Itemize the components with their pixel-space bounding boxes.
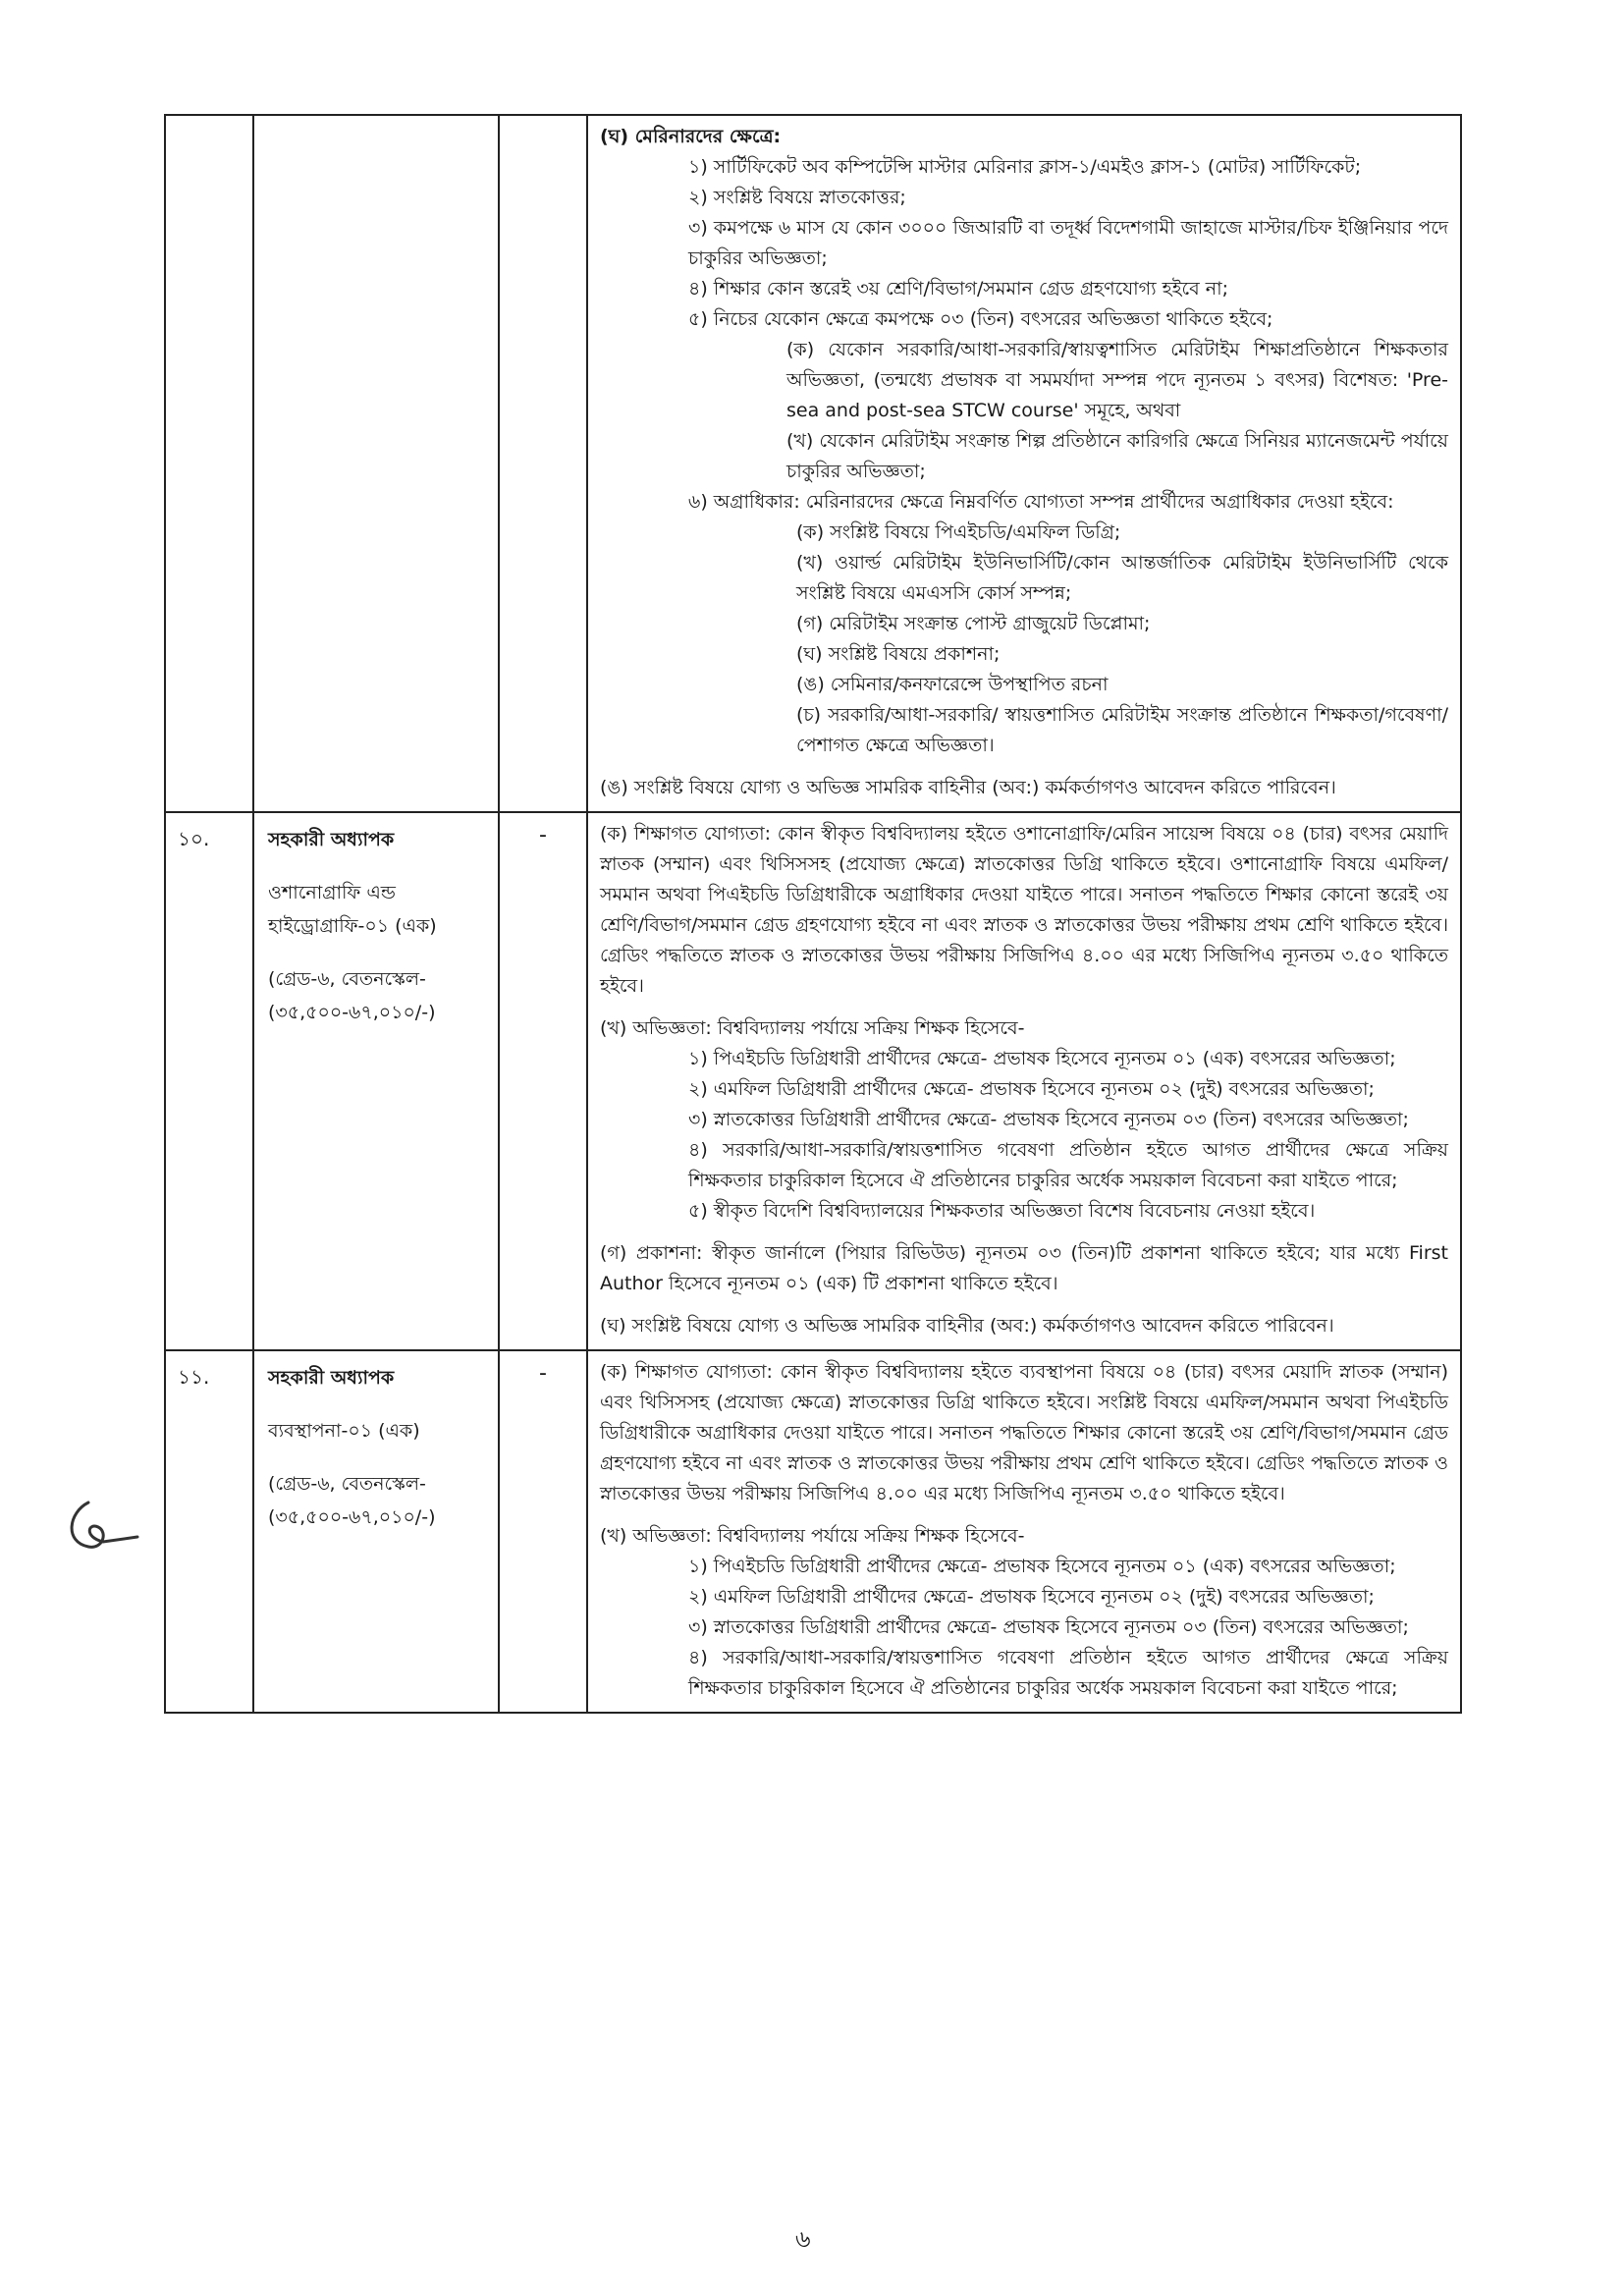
requirement-text: ৫) নিচের যেকোন ক্ষেত্রে কমপক্ষে ০৩ (তিন) বৎসরের অভিজ্ঞতা থাকিতে হইবে; <box>688 308 1273 330</box>
post-cell <box>253 115 499 812</box>
requirements-cell <box>587 812 1461 1350</box>
requirement-text: ৬) অগ্রাধিকার: মেরিনারদের ক্ষেত্রে নিম্নবর্ণিত যোগ্যতা সম্পন্ন প্রার্থীদের অগ্রাধিকার দেওয়া হইবে: <box>688 491 1394 513</box>
serial-cell <box>165 115 253 812</box>
requirement-text: (খ) অভিজ্ঞতা: বিশ্ববিদ্যালয় পর্যায়ে সক্রিয় শিক্ষক হিসেবে- <box>600 1017 1025 1039</box>
post-detail: ব্যবস্থাপনা-০১ (এক) <box>268 1420 420 1442</box>
requirement-text: ২) সংশ্লিষ্ট বিষয়ে স্নাতকোত্তর; <box>688 187 906 208</box>
requirement-text: ৩) কমপক্ষে ৬ মাস যে কোন ৩০০০ জিআরটি বা তদূর্ধ্ব বিদেশগামী জাহাজে মাস্টার/চিফ ইঞ্জিনিয়ার পদে চাকুরির অভিজ্ঞতা; <box>688 217 1448 269</box>
table-row <box>165 1350 1461 1713</box>
serial-cell <box>165 1350 253 1713</box>
requirement-text: ৩) স্নাতকোত্তর ডিগ্রিধারী প্রার্থীদের ক্ষেত্রে- প্রভাষক হিসেবে ন্যূনতম ০৩ (তিন) বৎসরের অভিজ্ঞতা; <box>688 1616 1409 1638</box>
post-title: সহকারী অধ্যাপক <box>268 1367 395 1389</box>
requirement-text: (ক) যেকোন সরকারি/আধা-সরকারি/স্বায়ত্বশাসিত মেরিটাইম শিক্ষাপ্রতিষ্ঠানে শিক্ষকতার অভিজ্ঞতা, (তন্মধ্যে প্রভাষক বা সমমর্যাদা সম্পন্ন পদে ন্যূনতম ১ বৎসর) বিশেষত: 'Pre-sea and post-sea STCW course' সমূহে, অথবা <box>786 339 1448 421</box>
table-row <box>165 812 1461 1350</box>
post-title: সহকারী অধ্যাপক <box>268 829 395 850</box>
quota-value: - <box>539 1361 547 1386</box>
serial-number: ১০. <box>178 827 210 850</box>
spacer <box>600 761 1448 773</box>
serial-cell <box>165 812 253 1350</box>
handwritten-initial <box>59 1493 147 1561</box>
quota-cell <box>499 115 587 812</box>
requirement-text: ২) এমফিল ডিগ্রিধারী প্রার্থীদের ক্ষেত্রে- প্রভাষক হিসেবে ন্যূনতম ০২ (দুই) বৎসরের অভিজ্ঞতা; <box>688 1078 1375 1100</box>
post-cell <box>253 812 499 1350</box>
serial-number <box>166 116 252 128</box>
requirement-text: ১) পিএইচডি ডিগ্রিধারী প্রার্থীদের ক্ষেত্রে- প্রভাষক হিসেবে ন্যূনতম ০১ (এক) বৎসরের অভিজ্ঞতা; <box>688 1048 1396 1069</box>
requirement-text: (খ) ওয়ার্ল্ড মেরিটাইম ইউনিভার্সিটি/কোন আন্তর্জাতিক মেরিটাইম ইউনিভার্সিটি থেকে সংশ্লিষ্ট বিষয়ে এমএসসি কোর্স সম্পন্ন; <box>796 552 1448 604</box>
quota-value: - <box>539 823 547 847</box>
post-cell <box>253 1350 499 1713</box>
page-number: ৬ <box>795 2225 811 2253</box>
quota-value <box>500 116 586 126</box>
post-detail: ওশানোগ্রাফি এন্ড হাইড্রোগ্রাফি-০১ (এক) <box>268 882 437 937</box>
requirement-text: (খ) অভিজ্ঞতা: বিশ্ববিদ্যালয় পর্যায়ে সক্রিয় শিক্ষক হিসেবে- <box>600 1525 1025 1547</box>
requirement-text: (ঘ) মেরিনারদের ক্ষেত্রে: <box>600 126 782 147</box>
spacer <box>600 1227 1448 1238</box>
requirement-text: ৩) স্নাতকোত্তর ডিগ্রিধারী প্রার্থীদের ক্ষেত্রে- প্রভাষক হিসেবে ন্যূনতম ০৩ (তিন) বৎসরের অভিজ্ঞতা; <box>688 1109 1409 1130</box>
requirement-text: (ক) শিক্ষাগত যোগ্যতা: কোন স্বীকৃত বিশ্ববিদ্যালয় হইতে ব্যবস্থাপনা বিষয়ে ০৪ (চার) বৎসর মেয়াদি স্নাতক (সম্মান) এবং থিসিসসহ (প্রযোজ্য ক্ষেত্রে) স্নাতকোত্তর ডিগ্রি থাকিতে হইবে। সংশ্লিষ্ট বিষয়ে এমফিল/সমমান অথবা পিএইচডি ডিগ্রিধারীকে অগ্রাধিকার দেওয়া যাইতে পারে। সনাতন পদ্ধতিতে শিক্ষার কোনো স্তরেই ৩য় শ্রেণি/বিভাগ/সমমান গ্রেড গ্রহণযোগ্য হইবে না এবং স্নাতক ও স্নাতকোত্তর উভয় পরীক্ষায় প্রথম শ্রেণি থাকিতে হইবে। গ্রেডিং পদ্ধতিতে স্নাতক ও স্নাতকোত্তর উভয় পরীক্ষায় সিজিপিএ ৪.০০ এর মধ্যে সিজিপিএ ন্যূনতম ৩.৫০ থাকিতে হইবে। <box>600 1361 1448 1504</box>
requirement-text: (ঙ) সংশ্লিষ্ট বিষয়ে যোগ্য ও অভিজ্ঞ সামরিক বাহিনীর (অব:) কর্মকর্তাগণও আবেদন করিতে পারিবেন। <box>600 777 1336 798</box>
spacer <box>600 1299 1448 1311</box>
post-detail: (গ্রেড-৬, বেতনস্কেল- (৩৫,৫০০-৬৭,০১০/-) <box>268 1473 436 1528</box>
requirement-text: (ঘ) সংশ্লিষ্ট বিষয়ে প্রকাশনা; <box>796 643 1001 665</box>
recruitment-table <box>164 114 1462 1714</box>
requirement-text: (খ) যেকোন মেরিটাইম সংক্রান্ত শিল্প প্রতিষ্ঠানে কারিগরি ক্ষেত্রে সিনিয়র ম্যানেজমেন্ট পর্যায়ে চাকুরির অভিজ্ঞতা; <box>786 430 1448 482</box>
spacer <box>600 1002 1448 1013</box>
requirements-cell <box>587 1350 1461 1713</box>
quota-cell <box>499 1350 587 1713</box>
requirement-text: (ঘ) সংশ্লিষ্ট বিষয়ে যোগ্য ও অভিজ্ঞ সামরিক বাহিনীর (অব:) কর্মকর্তাগণও আবেদন করিতে পারিবেন। <box>600 1315 1334 1337</box>
requirement-text: ২) এমফিল ডিগ্রিধারী প্রার্থীদের ক্ষেত্রে- প্রভাষক হিসেবে ন্যূনতম ০২ (দুই) বৎসরের অভিজ্ঞতা; <box>688 1586 1375 1608</box>
requirement-text: (চ) সরকারি/আধা-সরকারি/ স্বায়ত্তশাসিত মেরিটাইম সংক্রান্ত প্রতিষ্ঠানে শিক্ষকতা/গবেষণা/ পেশাগত ক্ষেত্রে অভিজ্ঞতা। <box>796 704 1448 756</box>
requirement-text: (ঙ) সেমিনার/কনফারেন্সে উপস্থাপিত রচনা <box>796 674 1109 695</box>
requirement-text: (গ) প্রকাশনা: স্বীকৃত জার্নালে (পিয়ার রিভিউড) ন্যূনতম ০৩ (তিন)টি প্রকাশনা থাকিতে হইবে; যার মধ্যে First Author হিসেবে ন্যূনতম ০১ (এক) টি প্রকাশনা থাকিতে হইবে। <box>600 1242 1448 1294</box>
spacer <box>600 1509 1448 1521</box>
quota-cell <box>499 812 587 1350</box>
requirement-text: (ক) সংশ্লিষ্ট বিষয়ে পিএইচডি/এমফিল ডিগ্রি; <box>796 521 1121 543</box>
requirement-text: ৪) সরকারি/আধা-সরকারি/স্বায়ত্তশাসিত গবেষণা প্রতিষ্ঠান হইতে আগত প্রার্থীদের ক্ষেত্রে সক্রিয় শিক্ষকতার চাকুরিকাল হিসেবে ঐ প্রতিষ্ঠানের চাকুরির অর্ধেক সময়কাল বিবেচনা করা যাইতে পারে; <box>688 1647 1448 1699</box>
serial-number: ১১. <box>178 1365 210 1389</box>
post-detail: (গ্রেড-৬, বেতনস্কেল- (৩৫,৫০০-৬৭,০১০/-) <box>268 968 436 1023</box>
requirement-text: ১) সার্টিফিকেট অব কম্পিটেন্সি মাস্টার মেরিনার ক্লাস-১/এমইও ক্লাস-১ (মোটর) সার্টিফিকেট; <box>688 156 1362 178</box>
requirement-text: ৪) সরকারি/আধা-সরকারি/স্বায়ত্তশাসিত গবেষণা প্রতিষ্ঠান হইতে আগত প্রার্থীদের ক্ষেত্রে সক্রিয় শিক্ষকতার চাকুরিকাল হিসেবে ঐ প্রতিষ্ঠানের চাকুরির অর্ধেক সময়কাল বিবেচনা করা যাইতে পারে; <box>688 1139 1448 1191</box>
requirements-cell <box>587 115 1461 812</box>
requirement-text: ১) পিএইচডি ডিগ্রিধারী প্রার্থীদের ক্ষেত্রে- প্রভাষক হিসেবে ন্যূনতম ০১ (এক) বৎসরের অভিজ্ঞতা; <box>688 1556 1396 1577</box>
requirement-text: (ক) শিক্ষাগত যোগ্যতা: কোন স্বীকৃত বিশ্ববিদ্যালয় হইতে ওশানোগ্রাফি/মেরিন সায়েন্স বিষয়ে ০৪ (চার) বৎসর মেয়াদি স্নাতক (সম্মান) এবং থিসিসসহ (প্রযোজ্য ক্ষেত্রে) স্নাতকোত্তর ডিগ্রি থাকিতে হইবে। ওশানোগ্রাফি বিষয়ে এমফিল/সমমান অথবা পিএইচডি ডিগ্রিধারীকে অগ্রাধিকার দেওয়া যাইতে পারে। সনাতন পদ্ধতিতে শিক্ষার কোনো স্তরেই ৩য় শ্রেণি/বিভাগ/সমমান গ্রেড গ্রহণযোগ্য হইবে না এবং স্নাতক ও স্নাতকোত্তর উভয় পরীক্ষায় প্রথম শ্রেণি থাকিতে হইবে। গ্রেডিং পদ্ধতিতে স্নাতক ও স্নাতকোত্তর উভয় পরীক্ষায় সিজিপিএ ৪.০০ এর মধ্যে সিজিপিএ ন্যূনতম ৩.৫০ থাকিতে হইবে। <box>600 823 1448 997</box>
requirement-text: (গ) মেরিটাইম সংক্রান্ত পোস্ট গ্রাজুয়েট ডিপ্লোমা; <box>796 613 1151 634</box>
table-row <box>165 115 1461 812</box>
requirement-text: ৪) শিক্ষার কোন স্তরেই ৩য় শ্রেণি/বিভাগ/সমমান গ্রেড গ্রহণযোগ্য হইবে না; <box>688 278 1229 300</box>
requirement-text: ৫) স্বীকৃত বিদেশি বিশ্ববিদ্যালয়ের শিক্ষকতার অভিজ্ঞতা বিশেষ বিবেচনায় নেওয়া হইবে। <box>688 1200 1316 1222</box>
